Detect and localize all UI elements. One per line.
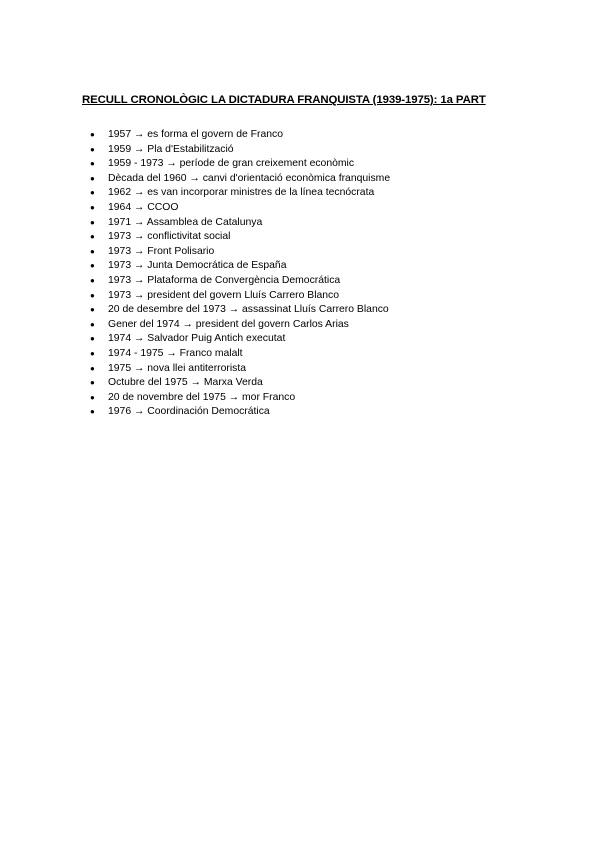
bullet-icon: ● xyxy=(90,319,95,329)
list-item-text: 1959 → Pla d'Estabilització xyxy=(108,143,234,155)
bullet-icon: ● xyxy=(90,202,95,212)
list-item xyxy=(90,216,390,231)
bullet-icon: ● xyxy=(90,246,95,256)
list-item xyxy=(90,128,390,143)
bullet-icon: ● xyxy=(90,188,95,198)
bullet-icon: ● xyxy=(90,261,95,271)
list-item-text: 1975 → nova llei antiterrorista xyxy=(108,362,247,374)
bullet-icon: ● xyxy=(90,173,95,183)
bullet-icon: ● xyxy=(90,144,95,154)
bullet-icon: ● xyxy=(90,407,95,417)
list-item xyxy=(90,303,390,318)
list-item xyxy=(90,289,390,304)
list-item-text: 1973 → Plataforma de Convergència Democrática xyxy=(108,274,341,286)
list-item xyxy=(90,362,390,377)
list-item-text: 1974 - 1975 → Franco malalt xyxy=(108,347,243,359)
bullet-icon: ● xyxy=(90,334,95,344)
bullet-icon: ● xyxy=(90,159,95,169)
list-item xyxy=(90,347,390,362)
list-item-text: 1974 → Salvador Puig Antich executat xyxy=(108,333,286,345)
list-item xyxy=(90,332,390,347)
list-item xyxy=(90,245,390,260)
bullet-icon: ● xyxy=(90,232,95,242)
list-item xyxy=(90,230,390,245)
list-item xyxy=(90,318,390,333)
chronology-list xyxy=(90,128,390,420)
list-item xyxy=(90,259,390,274)
list-item-text: 20 de novembre del 1975 → mor Franco xyxy=(108,391,296,403)
bullet-icon: ● xyxy=(90,305,95,315)
list-item-text: 1962 → es van incorporar ministres de la línea tecnócrata xyxy=(108,187,375,199)
list-item-text: Octubre del 1975 → Marxa Verda xyxy=(108,377,263,389)
list-item-text: 1959 - 1973 → període de gran creixement econòmic xyxy=(108,158,355,170)
document-title: RECULL CRONOLÒGIC LA DICTADURA FRANQUISTA (1939-1975): 1a PART xyxy=(82,94,486,106)
list-item xyxy=(90,391,390,406)
list-item-text: 1964 → CCOO xyxy=(108,201,179,213)
list-item-text: 1973 → conflictivitat social xyxy=(108,231,231,243)
list-item xyxy=(90,186,390,201)
list-item-text: 1973 → president del govern Lluís Carrero Blanco xyxy=(108,289,340,301)
list-item-text: Gener del 1974 → president del govern Carlos Arias xyxy=(108,318,349,330)
bullet-icon: ● xyxy=(90,290,95,300)
bullet-icon: ● xyxy=(90,378,95,388)
bullet-icon: ● xyxy=(90,217,95,227)
bullet-icon: ● xyxy=(90,275,95,285)
list-item xyxy=(90,274,390,289)
list-item xyxy=(90,376,390,391)
list-item xyxy=(90,143,390,158)
list-item-text: 1976 → Coordinación Democrática xyxy=(108,406,270,418)
list-item xyxy=(90,157,390,172)
list-item xyxy=(90,172,390,187)
list-item-text: 1973 → Front Polisario xyxy=(108,245,215,257)
list-item-text: 20 de desembre del 1973 → assassinat Lluís Carrero Blanco xyxy=(108,304,389,316)
list-item-text: 1957 → es forma el govern de Franco xyxy=(108,129,284,140)
bullet-icon: ● xyxy=(90,130,95,139)
bullet-icon: ● xyxy=(90,392,95,402)
bullet-icon: ● xyxy=(90,363,95,373)
list-item-text: Dècada del 1960 → canvi d'orientació econòmica franquisme xyxy=(108,172,391,184)
list-item-text: 1971 → Assamblea de Catalunya xyxy=(108,216,263,228)
list-item xyxy=(90,201,390,216)
list-item xyxy=(90,405,390,420)
bullet-icon: ● xyxy=(90,348,95,358)
list-item-text: 1973 → Junta Democrática de España xyxy=(108,260,287,272)
